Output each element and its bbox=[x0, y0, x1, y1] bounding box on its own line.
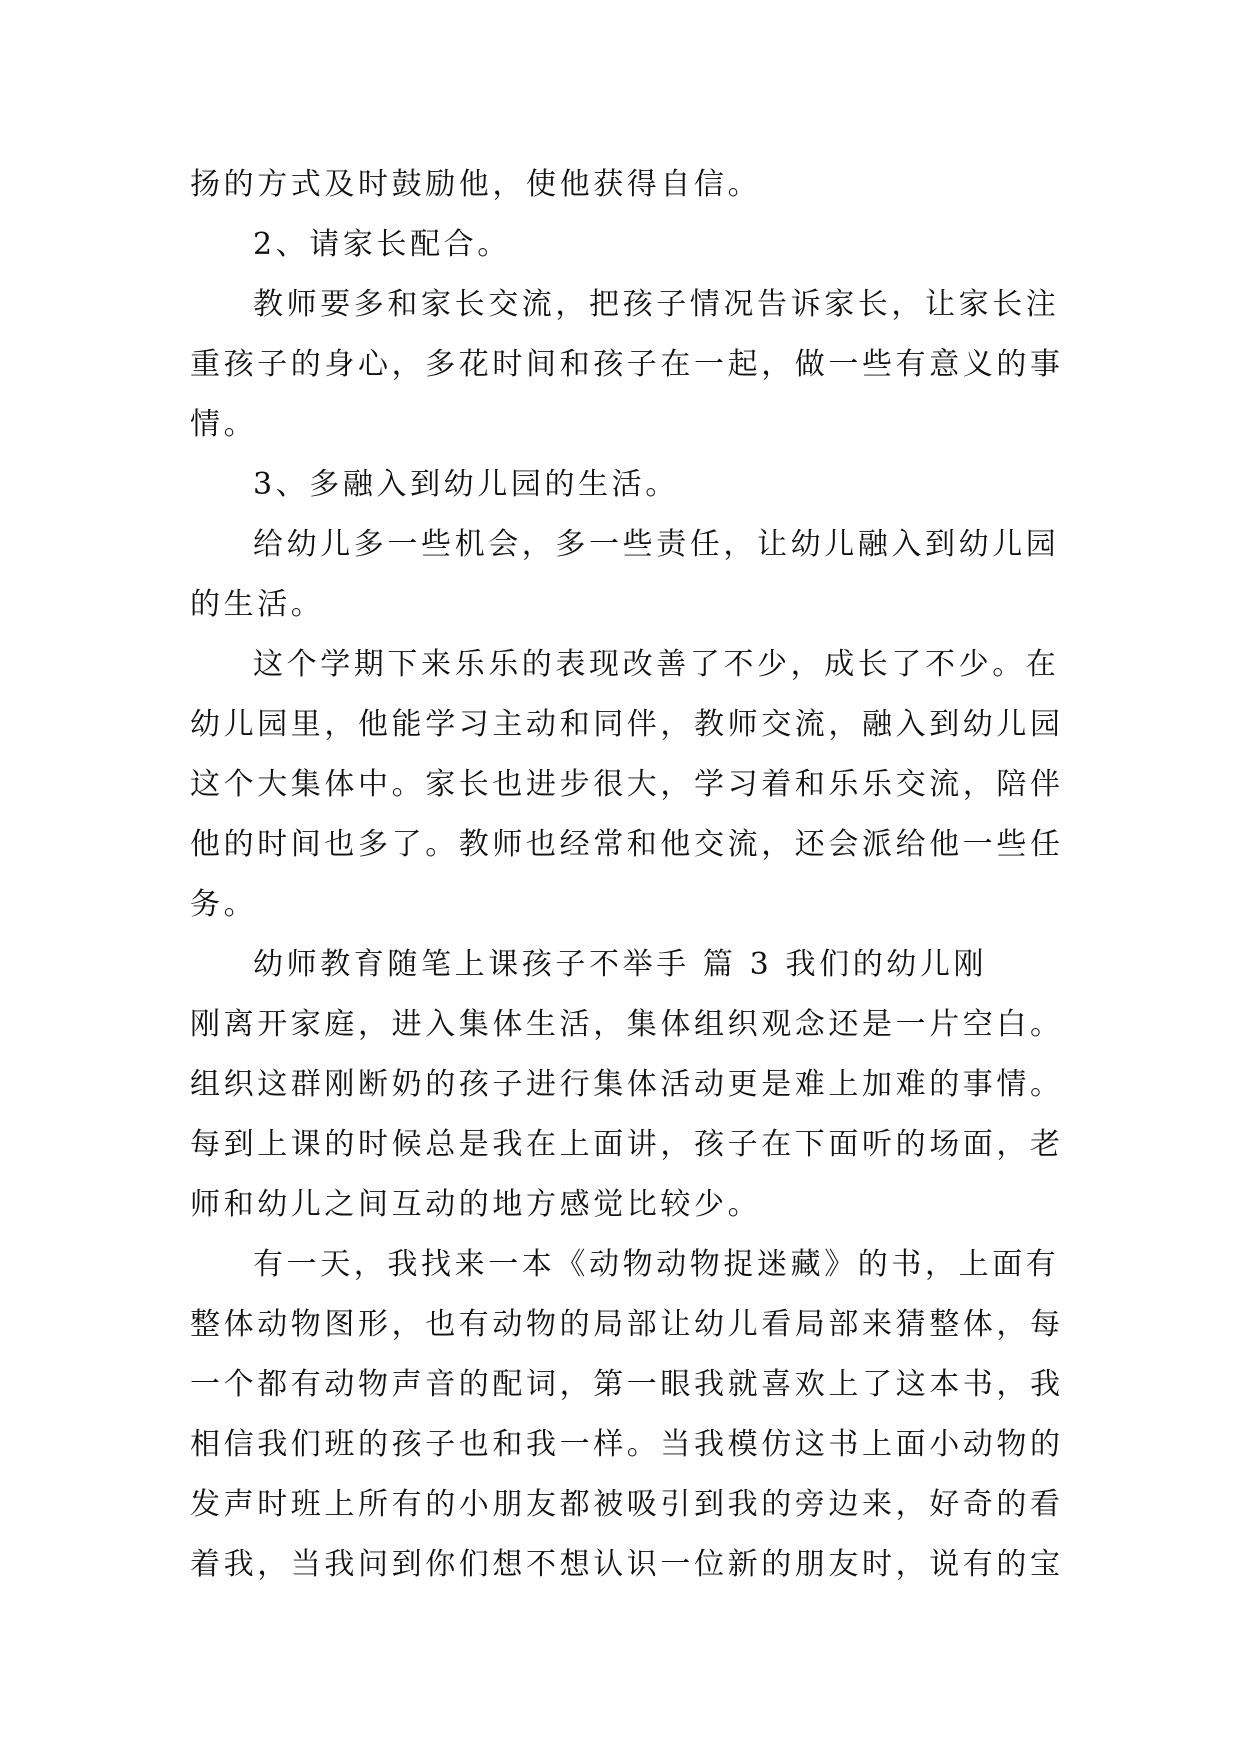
text-line: 的生活。 bbox=[190, 587, 325, 622]
text-line: 情。 bbox=[190, 407, 258, 442]
text-line: 教师要多和家长交流，把孩子情况告诉家长，让家长注 bbox=[253, 287, 1060, 322]
text-line: 师和幼儿之间互动的地方感觉比较少。 bbox=[190, 1187, 762, 1222]
text-line: 这个学期下来乐乐的表现改善了不少，成长了不少。在 bbox=[253, 647, 1060, 682]
text-line: 刚离开家庭，进入集体生活，集体组织观念还是一片空白。 bbox=[190, 1007, 1064, 1042]
text-line: 每到上课的时候总是我在上面讲，孩子在下面听的场面，老 bbox=[190, 1127, 1064, 1162]
text-line: 务。 bbox=[190, 887, 258, 922]
text-line: 重孩子的身心，多花时间和孩子在一起，做一些有意义的事 bbox=[190, 347, 1064, 382]
text-line: 一个都有动物声音的配词，第一眼我就喜欢上了这本书，我 bbox=[190, 1367, 1064, 1402]
text-line: 2、请家长配合。 bbox=[253, 227, 511, 262]
text-line: 3、多融入到幼儿园的生活。 bbox=[253, 467, 679, 502]
text-line: 整体动物图形，也有动物的局部让幼儿看局部来猜整体，每 bbox=[190, 1307, 1064, 1342]
text-line: 扬的方式及时鼓励他，使他获得自信。 bbox=[190, 167, 762, 202]
text-line: 组织这群刚断奶的孩子进行集体活动更是难上加难的事情。 bbox=[190, 1067, 1064, 1102]
text-line: 他的时间也多了。教师也经常和他交流，还会派给他一些任 bbox=[190, 827, 1064, 862]
text-line: 有一天，我找来一本《动物动物捉迷藏》的书，上面有 bbox=[253, 1247, 1060, 1282]
text-line: 着我，当我问到你们想不想认识一位新的朋友时，说有的宝 bbox=[190, 1547, 1064, 1582]
text-line: 幼师教育随笔上课孩子不举手 篇 3 我们的幼儿刚 bbox=[253, 947, 988, 982]
text-line: 幼儿园里，他能学习主动和同伴，教师交流，融入到幼儿园 bbox=[190, 707, 1064, 742]
text-line: 给幼儿多一些机会，多一些责任，让幼儿融入到幼儿园 bbox=[253, 527, 1060, 562]
text-line: 相信我们班的孩子也和我一样。当我模仿这书上面小动物的 bbox=[190, 1427, 1064, 1462]
document-body bbox=[190, 155, 1070, 1595]
text-line: 这个大集体中。家长也进步很大，学习着和乐乐交流，陪伴 bbox=[190, 767, 1064, 802]
text-line: 发声时班上所有的小朋友都被吸引到我的旁边来，好奇的看 bbox=[190, 1487, 1064, 1522]
